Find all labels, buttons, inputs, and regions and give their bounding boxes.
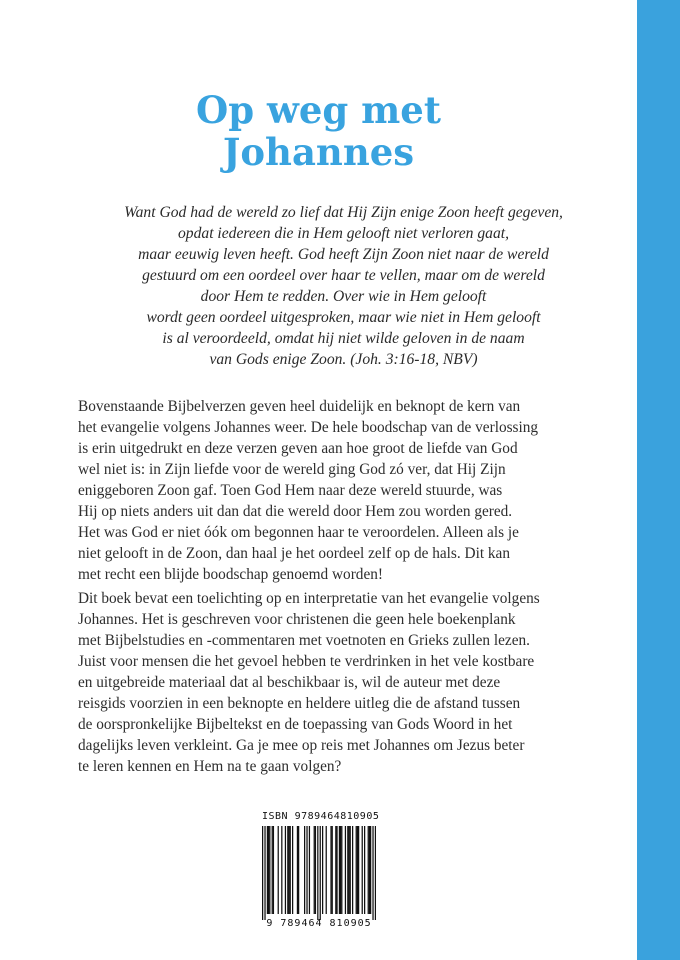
paragraph-line: en uitgebreide materiaal dat al beschikbaar is, wil de auteur met deze <box>78 674 501 691</box>
quote-line: maar eeuwig leven heeft. God heeft Zijn Zoon niet naar de wereld <box>138 246 549 263</box>
paragraph-line: met Bijbelstudies en -commentaren met voetnoten en Grieks zullen lezen. <box>78 632 530 649</box>
paragraph-line: eniggeboren Zoon gaf. Toen God Hem naar deze wereld stuurde, was <box>78 482 503 499</box>
cover-spine-band <box>637 0 680 960</box>
paragraph-line: Het was God er niet óók om begonnen haar te veroordelen. Alleen als je <box>78 524 519 541</box>
paragraph-line: Hij op niets anders uit dan dat die wereld door Hem zou worden gered. <box>78 503 513 520</box>
barcode-bar <box>268 826 269 914</box>
quote-line: door Hem te redden. Over wie in Hem gelooft <box>200 288 487 305</box>
barcode-bar <box>375 826 376 920</box>
paragraph-line: Johannes. Het is geschreven voor christenen die geen hele boekenplank <box>78 611 516 628</box>
quote-line: wordt geen oordeel uitgesproken, maar wie niet in Hem gelooft <box>146 309 541 326</box>
barcode-bar <box>290 826 291 914</box>
barcode-bar <box>341 826 342 914</box>
quote-line: Want God had de wereld zo lief dat Hij Zijn enige Zoon heeft gegeven, <box>124 204 563 221</box>
barcode-bar <box>357 826 358 914</box>
barcode-bar <box>330 826 331 914</box>
barcode-bar <box>332 826 333 914</box>
book-title-line-1: Op weg met <box>196 88 441 132</box>
barcode-bar <box>278 826 279 914</box>
barcode-bar <box>304 826 305 914</box>
barcode-bar <box>285 826 286 914</box>
barcode-bar <box>273 826 274 914</box>
barcode-bar <box>314 826 315 914</box>
barcode-bar <box>326 826 327 914</box>
barcode-bar <box>292 826 293 914</box>
barcode-bar <box>350 826 351 914</box>
barcode-bar <box>335 826 336 914</box>
barcode-bar <box>264 826 265 920</box>
barcode-bar <box>345 826 346 914</box>
barcode-bar <box>322 826 323 914</box>
barcode-bar <box>368 826 369 914</box>
barcode-bar <box>309 826 310 914</box>
isbn-barcode <box>262 811 380 931</box>
isbn-label: ISBN 9789464810905 <box>262 811 380 822</box>
barcode-bar <box>348 826 349 914</box>
barcode-digits: 9 789464 810905 <box>266 918 372 929</box>
barcode-bar <box>297 826 298 914</box>
paragraph-line: de oorspronkelijke Bijbeltekst en de toepassing van Gods Woord in het <box>78 716 513 733</box>
barcode-bar <box>287 826 288 914</box>
barcode-bar <box>362 826 363 914</box>
paragraph-line: Bovenstaande Bijbelverzen geven heel duidelijk en beknopt de kern van <box>78 398 521 415</box>
paragraph-line: te leren kennen en Hem na te gaan volgen? <box>78 758 342 775</box>
barcode-bar <box>352 826 353 914</box>
barcode-bar <box>336 826 337 914</box>
barcode-bar <box>288 826 289 914</box>
paragraph-line: Juist voor mensen die het gevoel hebben te verdrinken in het vele kostbare <box>78 653 535 670</box>
barcode-bar <box>272 826 273 914</box>
paragraph-line: met recht een blijde boodschap genoemd worden! <box>78 566 383 583</box>
quote-line: is al veroordeeld, omdat hij niet wilde geloven in de naam <box>162 330 525 347</box>
barcode-bar <box>281 826 282 914</box>
paragraph-line: het evangelie volgens Johannes weer. De hele boodschap van de verlossing <box>78 419 539 436</box>
quote-line: opdat iedereen die in Hem gelooft niet verloren gaat, <box>178 225 509 242</box>
book-title-line-2: Johannes <box>222 130 415 174</box>
barcode-bar <box>364 826 365 914</box>
quote-line: van Gods enige Zoon. (Joh. 3:16-18, NBV) <box>209 351 478 368</box>
barcode-bar <box>320 826 321 920</box>
barcode-bar <box>339 826 340 914</box>
barcode-bar <box>317 826 318 920</box>
barcode-bars <box>262 826 376 920</box>
barcode-bar <box>315 826 316 914</box>
paragraph-line: dagelijks leven verkleint. Ga je mee op reis met Johannes om Jezus beter <box>78 737 525 754</box>
barcode-bar <box>369 826 370 914</box>
paragraph-line: wel niet is: in Zijn liefde voor de wereld ging God zó ver, dat Hij Zijn <box>78 461 506 478</box>
barcode-bar <box>306 826 307 914</box>
quote-line: gestuurd om een oordeel over haar te vellen, maar om de wereld <box>142 267 545 284</box>
barcode-bar <box>358 826 359 914</box>
barcode-bar <box>298 826 299 914</box>
barcode-bar <box>372 826 373 920</box>
paragraph-line: Dit boek bevat een toelichting op en interpretatie van het evangelie volgens <box>78 590 540 607</box>
barcode-bar <box>340 826 341 914</box>
paragraph-line: reisgids voorzien in een beknopte en heldere uitleg die de afstand tussen <box>78 695 521 712</box>
barcode-bar <box>370 826 371 914</box>
paragraph-line: niet gelooft in de Zoon, dan haal je het oordeel zelf op de hals. Dit kan <box>78 545 510 562</box>
barcode-bar <box>356 826 357 914</box>
barcode-bar <box>347 826 348 914</box>
barcode-bar <box>267 826 268 914</box>
barcode-bar <box>262 826 263 920</box>
paragraph-line: is erin uitgedrukt en deze verzen geven aan hoe groot de liefde van God <box>78 440 518 457</box>
barcode-bar <box>269 826 270 914</box>
